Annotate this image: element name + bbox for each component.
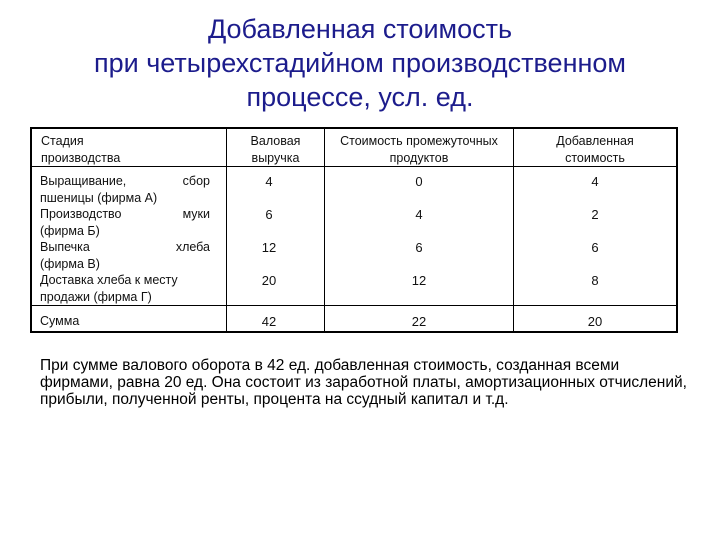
table-row-stage: Выращивание, сбор пшеницы (фирма А): [40, 174, 210, 205]
table-cell-gross: 6: [265, 207, 273, 222]
total-label: Сумма: [40, 314, 80, 328]
table-cell-gross: 12: [261, 240, 277, 255]
header-added-value: Добавленная стоимость: [556, 134, 634, 165]
table-cell-gross: 20: [261, 273, 277, 288]
total-intermediate: 22: [411, 314, 427, 329]
total-added: 20: [587, 314, 603, 329]
table-cell-gross: 4: [265, 174, 273, 189]
table-cell-added: 2: [591, 207, 599, 222]
header-stage: Стадия производства: [41, 134, 121, 165]
table-row-stage: Доставка хлеба к месту продажи (фирма Г): [40, 273, 178, 304]
total-gross: 42: [261, 314, 277, 329]
value-added-table: [30, 127, 678, 333]
table-cell-intermediate: 4: [415, 207, 423, 222]
header-gross-revenue: Валовая выручка: [250, 134, 301, 165]
explanation-paragraph: При сумме валового оборота в 42 ед. добавленная стоимость, созданная всеми фирмами, равна 20 ед. Она состоит из заработной платы, амортизационных отчислений, прибыли, полученной ренты, процента на ссудный капитал и т.д.: [40, 357, 687, 408]
title-line-3: процессе, усл. ед.: [246, 82, 474, 112]
title-line-2: при четырехстадийном производственном: [94, 48, 626, 78]
table-cell-intermediate: 6: [415, 240, 423, 255]
header-intermediate-cost: Стоимость промежуточных продуктов: [340, 134, 498, 165]
table-cell-intermediate: 0: [415, 174, 423, 189]
table-row-stage: Выпечка хлеба (фирма В): [40, 240, 210, 271]
table-cell-intermediate: 12: [411, 273, 427, 288]
slide-title: [0, 12, 720, 114]
table-row-stage: Производство муки (фирма Б): [40, 207, 210, 238]
table-cell-added: 4: [591, 174, 599, 189]
table-cell-added: 8: [591, 273, 599, 288]
table-cell-added: 6: [591, 240, 599, 255]
title-line-1: Добавленная стоимость: [207, 14, 513, 44]
total-divider: [32, 305, 676, 306]
